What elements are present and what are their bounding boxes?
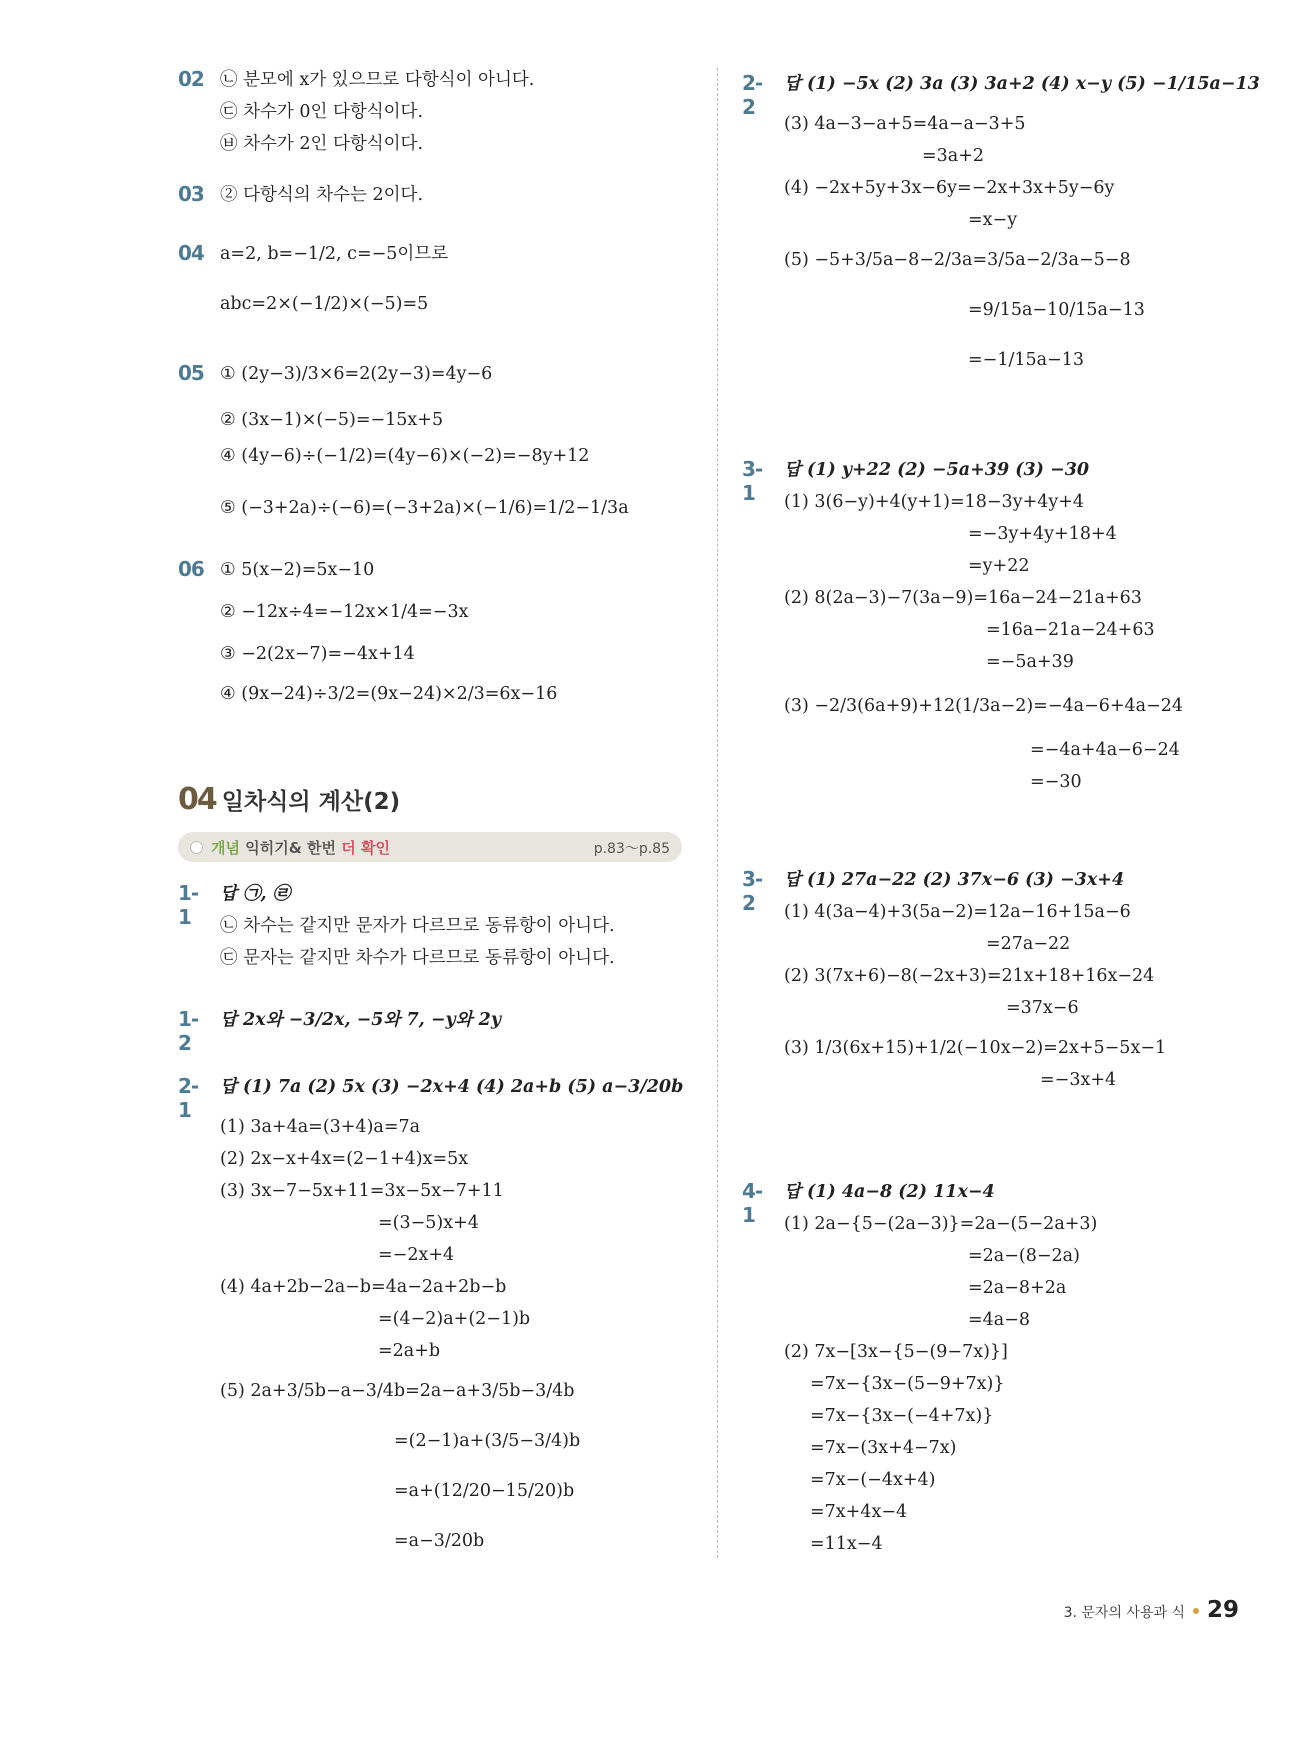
solution-line: ② −12x÷4=−12x×1/4=−3x [220, 602, 469, 622]
solution-line: =−2x+4 [378, 1245, 455, 1265]
solution-line: a=2, b=−1/2, c=−5이므로 [220, 244, 449, 264]
solution-line: =−30 [1030, 772, 1082, 792]
solution-line: ㉥ 차수가 2인 다항식이다. [220, 134, 424, 154]
problem-number: 1-2 [178, 1007, 199, 1055]
solution-line: (2) 7x−[3x−{5−(9−7x)}] [784, 1342, 1008, 1362]
solution-line: (3) −2/3(6a+9)+12(1/3a−2)=−4a−6+4a−24 [784, 696, 1184, 716]
solution-line: =4a−8 [968, 1310, 1031, 1330]
solution-line: =7x−{3x−(5−9+7x)} [810, 1374, 1005, 1394]
solution-line: ㉡ 분모에 x가 있으므로 다항식이 아니다. [220, 70, 535, 90]
answer-line: 답 (1) y+22 (2) −5a+39 (3) −30 [784, 460, 1090, 480]
solution-line: =11x−4 [810, 1534, 883, 1554]
solution-line: =(2−1)a+(3/5−3/4)b [394, 1431, 581, 1451]
solution-line: ㉡ 차수는 같지만 문자가 다르므로 동류항이 아니다. [220, 916, 615, 936]
bar-word: & [288, 839, 302, 857]
solution-line: (1) 3(6−y)+4(y+1)=18−3y+4y+4 [784, 492, 1085, 512]
solution-line: =7x−(−4x+4) [810, 1470, 936, 1490]
problem-number: 4-1 [742, 1179, 763, 1227]
solution-line: =−3x+4 [1040, 1070, 1117, 1090]
solution-line: =x−y [968, 210, 1018, 230]
bar-label [211, 837, 390, 858]
bar-word: 개념 [211, 839, 240, 857]
solution-line: =7x−(3x+4−7x) [810, 1438, 957, 1458]
solution-line: (5) 2a+3/5b−a−3/4b=2a−a+3/5b−3/4b [220, 1381, 575, 1401]
problem-number: 2-2 [742, 71, 763, 119]
solution-line: ④ (4y−6)÷(−1/2)=(4y−6)×(−2)=−8y+12 [220, 446, 590, 466]
bar-word: 더 [341, 839, 356, 857]
solution-line: (1) 3a+4a=(3+4)a=7a [220, 1117, 421, 1137]
problem-number: 1-1 [178, 881, 199, 929]
answer-line: 답 ㉠, ㉣ [220, 884, 291, 904]
solution-line: (1) 4(3a−4)+3(5a−2)=12a−16+15a−6 [784, 902, 1131, 922]
solution-line: =2a+b [378, 1341, 441, 1361]
solution-line: =7x+4x−4 [810, 1502, 908, 1522]
solution-line: =9/15a−10/15a−13 [968, 300, 1145, 320]
solution-line: =7x−{3x−(−4+7x)} [810, 1406, 994, 1426]
page-number: 29 [1206, 1597, 1239, 1623]
solution-line: ⑤ (−3+2a)÷(−6)=(−3+2a)×(−1/6)=1/2−1/3a [220, 498, 629, 518]
solution-line: =−1/15a−13 [968, 350, 1084, 370]
solution-line: =3a+2 [922, 146, 985, 166]
solution-line: =a−3/20b [394, 1531, 485, 1551]
solution-line: (3) 3x−7−5x+11=3x−5x−7+11 [220, 1181, 504, 1201]
answer-line: 답 2x와 −3/2x, −5와 7, −y와 2y [220, 1010, 502, 1030]
problem-number: 3-2 [742, 867, 763, 915]
solution-line: =27a−22 [986, 934, 1071, 954]
solution-line: (2) 8(2a−3)−7(3a−9)=16a−24−21a+63 [784, 588, 1142, 608]
solution-line: (3) 1/3(6x+15)+1/2(−10x−2)=2x+5−5x−1 [784, 1038, 1167, 1058]
concept-bar [178, 832, 682, 862]
solution-line: =−4a+4a−6−24 [1030, 740, 1180, 760]
solution-line: (1) 2a−{5−(2a−3)}=2a−(5−2a+3) [784, 1214, 1098, 1234]
bar-word: 확인 [360, 839, 390, 857]
bar-word: 익히기 [245, 839, 289, 857]
column-divider [717, 68, 718, 1558]
solution-line: (3) 4a−3−a+5=4a−a−3+5 [784, 114, 1026, 134]
problem-number: 04 [178, 241, 204, 265]
answer-line: 답 (1) 4a−8 (2) 11x−4 [784, 1182, 995, 1202]
solution-line: =16a−21a−24+63 [986, 620, 1155, 640]
bar-word: 한번 [307, 839, 337, 857]
chapter-title: 3. 문자의 사용과 식 [1063, 1605, 1185, 1621]
solution-line: =37x−6 [1006, 998, 1079, 1018]
solution-line: =(4−2)a+(2−1)b [378, 1309, 531, 1329]
solution-line: ④ (9x−24)÷3/2=(9x−24)×2/3=6x−16 [220, 684, 558, 704]
page-footer [1064, 1597, 1239, 1623]
section-title [178, 782, 400, 817]
answer-line: 답 (1) 7a (2) 5x (3) −2x+4 (4) 2a+b (5) a−3/20b [220, 1077, 684, 1097]
footer-dot [1193, 1608, 1199, 1614]
solution-line: =2a−(8−2a) [968, 1246, 1080, 1266]
problem-number: 02 [178, 67, 204, 91]
solution-line: ② 다항식의 차수는 2이다. [220, 185, 424, 205]
section-heading: 일차식의 계산(2) [221, 789, 401, 815]
solution-line: (2) 3(7x+6)−8(−2x+3)=21x+18+16x−24 [784, 966, 1155, 986]
answer-line: 답 (1) −5x (2) 3a (3) 3a+2 (4) x−y (5) −1/15a−13 [784, 74, 1260, 94]
solution-line: (5) −5+3/5a−8−2/3a=3/5a−2/3a−5−8 [784, 250, 1131, 270]
solution-line: =−3y+4y+18+4 [968, 524, 1117, 544]
problem-number: 3-1 [742, 457, 763, 505]
problem-number: 05 [178, 361, 204, 385]
solution-line: ㉢ 문자는 같지만 차수가 다르므로 동류항이 아니다. [220, 948, 615, 968]
problem-number: 2-1 [178, 1074, 199, 1122]
solution-line: (4) 4a+2b−2a−b=4a−2a+2b−b [220, 1277, 507, 1297]
solution-line: abc=2×(−1/2)×(−5)=5 [220, 294, 429, 314]
solution-line: =−5a+39 [986, 652, 1074, 672]
solution-line: ① (2y−3)/3×6=2(2y−3)=4y−6 [220, 364, 493, 384]
answer-line: 답 (1) 27a−22 (2) 37x−6 (3) −3x+4 [784, 870, 1125, 890]
solution-line: (4) −2x+5y+3x−6y=−2x+3x+5y−6y [784, 178, 1115, 198]
solution-line: =(3−5)x+4 [378, 1213, 479, 1233]
solution-line: ③ −2(2x−7)=−4x+14 [220, 644, 415, 664]
section-number: 04 [178, 782, 216, 817]
solution-line: =a+(12/20−15/20)b [394, 1481, 575, 1501]
solution-line: =2a−8+2a [968, 1278, 1067, 1298]
problem-number: 03 [178, 182, 204, 206]
solution-line: ① 5(x−2)=5x−10 [220, 560, 375, 580]
page-range: p.83～p.85 [593, 841, 670, 857]
solution-line: (2) 2x−x+4x=(2−1+4)x=5x [220, 1149, 469, 1169]
bar-dot-icon [190, 841, 203, 854]
solution-line: ② (3x−1)×(−5)=−15x+5 [220, 410, 444, 430]
solution-line: =y+22 [968, 556, 1030, 576]
solution-line: ㉢ 차수가 0인 다항식이다. [220, 102, 424, 122]
problem-number: 06 [178, 557, 204, 581]
